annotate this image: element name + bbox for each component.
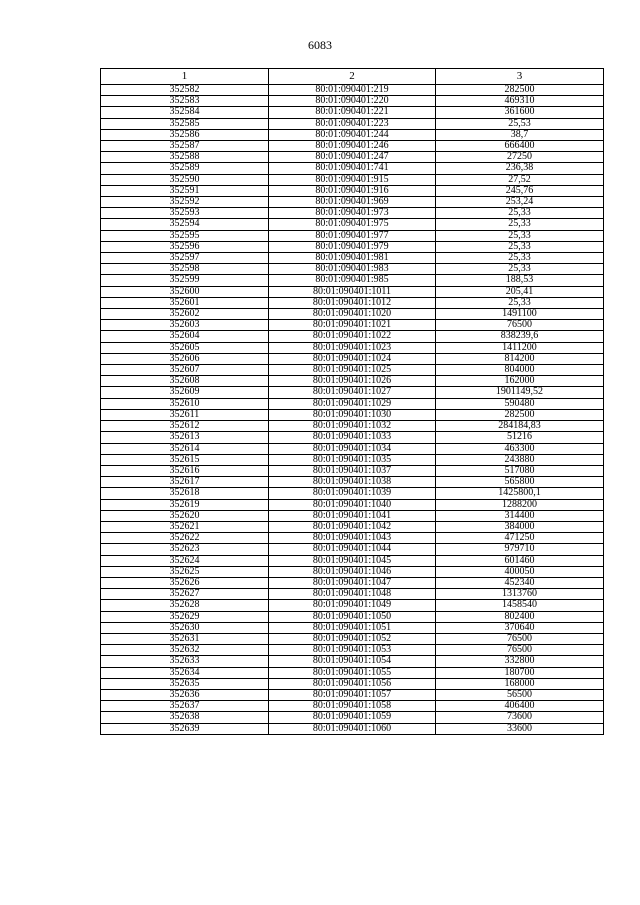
row-number-cell: 352603 — [101, 320, 269, 331]
row-number-cell: 352620 — [101, 510, 269, 521]
cadastral-number-cell: 80:01:090401:915 — [269, 174, 436, 185]
table-row — [101, 208, 604, 219]
value-cell: 188,53 — [436, 275, 604, 286]
table-row — [101, 712, 604, 723]
row-number-cell: 352589 — [101, 163, 269, 174]
value-cell: 245,76 — [436, 185, 604, 196]
cadastral-number-cell: 80:01:090401:1057 — [269, 689, 436, 700]
table-row — [101, 163, 604, 174]
row-number-cell: 352601 — [101, 297, 269, 308]
row-number-cell: 352591 — [101, 185, 269, 196]
cadastral-number-cell: 80:01:090401:1059 — [269, 712, 436, 723]
cadastral-number-cell: 80:01:090401:221 — [269, 107, 436, 118]
row-number-cell: 352613 — [101, 432, 269, 443]
table-row — [101, 353, 604, 364]
cadastral-number-cell: 80:01:090401:1050 — [269, 611, 436, 622]
table-row — [101, 107, 604, 118]
value-cell: 1901149,52 — [436, 387, 604, 398]
row-number-cell: 352622 — [101, 533, 269, 544]
row-number-cell: 352612 — [101, 421, 269, 432]
value-cell: 314400 — [436, 510, 604, 521]
value-cell: 332800 — [436, 656, 604, 667]
table-row — [101, 577, 604, 588]
table-row — [101, 253, 604, 264]
row-number-cell: 352618 — [101, 488, 269, 499]
row-number-cell: 352635 — [101, 678, 269, 689]
row-number-cell: 352597 — [101, 253, 269, 264]
table-row — [101, 521, 604, 532]
value-cell: 253,24 — [436, 197, 604, 208]
cadastral-number-cell: 80:01:090401:244 — [269, 129, 436, 140]
table-row — [101, 443, 604, 454]
value-cell: 25,33 — [436, 297, 604, 308]
table-row — [101, 219, 604, 230]
cadastral-number-cell: 80:01:090401:1048 — [269, 589, 436, 600]
cadastral-number-cell: 80:01:090401:1022 — [269, 331, 436, 342]
value-cell: 56500 — [436, 689, 604, 700]
value-cell: 205,41 — [436, 286, 604, 297]
value-cell: 802400 — [436, 611, 604, 622]
cadastral-number-cell: 80:01:090401:220 — [269, 96, 436, 107]
cadastral-number-cell: 80:01:090401:1020 — [269, 309, 436, 320]
row-number-cell: 352605 — [101, 342, 269, 353]
cadastral-number-cell: 80:01:090401:1023 — [269, 342, 436, 353]
row-number-cell: 352599 — [101, 275, 269, 286]
row-number-cell: 352596 — [101, 241, 269, 252]
cadastral-number-cell: 80:01:090401:1045 — [269, 555, 436, 566]
cadastral-number-cell: 80:01:090401:1027 — [269, 387, 436, 398]
table-row — [101, 454, 604, 465]
table-row — [101, 320, 604, 331]
table-row — [101, 656, 604, 667]
cadastral-number-cell: 80:01:090401:1055 — [269, 667, 436, 678]
table-row — [101, 398, 604, 409]
row-number-cell: 352588 — [101, 152, 269, 163]
row-number-cell: 352594 — [101, 219, 269, 230]
table-row — [101, 645, 604, 656]
cadastral-number-cell: 80:01:090401:1021 — [269, 320, 436, 331]
table-row — [101, 286, 604, 297]
column-header-2: 2 — [269, 69, 436, 85]
cadastral-number-cell: 80:01:090401:1037 — [269, 465, 436, 476]
table-row — [101, 409, 604, 420]
value-cell: 370640 — [436, 622, 604, 633]
value-cell: 406400 — [436, 701, 604, 712]
table-row — [101, 365, 604, 376]
table-row — [101, 510, 604, 521]
value-cell: 284184,83 — [436, 421, 604, 432]
cadastral-number-cell: 80:01:090401:973 — [269, 208, 436, 219]
cadastral-number-cell: 80:01:090401:1011 — [269, 286, 436, 297]
cadastral-number-cell: 80:01:090401:975 — [269, 219, 436, 230]
table-row — [101, 667, 604, 678]
row-number-cell: 352639 — [101, 723, 269, 734]
cadastral-number-cell: 80:01:090401:983 — [269, 264, 436, 275]
row-number-cell: 352615 — [101, 454, 269, 465]
cadastral-number-cell: 80:01:090401:1053 — [269, 645, 436, 656]
table-body — [101, 85, 604, 735]
cadastral-number-cell: 80:01:090401:1026 — [269, 376, 436, 387]
table-row — [101, 465, 604, 476]
cadastral-number-cell: 80:01:090401:1035 — [269, 454, 436, 465]
data-table-container — [100, 68, 603, 735]
value-cell: 73600 — [436, 712, 604, 723]
value-cell: 243880 — [436, 454, 604, 465]
row-number-cell: 352583 — [101, 96, 269, 107]
value-cell: 1288200 — [436, 499, 604, 510]
value-cell: 1425800,1 — [436, 488, 604, 499]
value-cell: 469310 — [436, 96, 604, 107]
row-number-cell: 352593 — [101, 208, 269, 219]
table-row — [101, 421, 604, 432]
table-row — [101, 611, 604, 622]
cadastral-number-cell: 80:01:090401:741 — [269, 163, 436, 174]
row-number-cell: 352608 — [101, 376, 269, 387]
value-cell: 1411200 — [436, 342, 604, 353]
cadastral-number-cell: 80:01:090401:1056 — [269, 678, 436, 689]
table-row — [101, 141, 604, 152]
value-cell: 463300 — [436, 443, 604, 454]
row-number-cell: 352624 — [101, 555, 269, 566]
row-number-cell: 352607 — [101, 365, 269, 376]
cadastral-number-cell: 80:01:090401:1046 — [269, 566, 436, 577]
cadastral-number-cell: 80:01:090401:1042 — [269, 521, 436, 532]
value-cell: 565800 — [436, 477, 604, 488]
table-row — [101, 555, 604, 566]
row-number-cell: 352623 — [101, 544, 269, 555]
table-row — [101, 309, 604, 320]
value-cell: 38,7 — [436, 129, 604, 140]
row-number-cell: 352629 — [101, 611, 269, 622]
row-number-cell: 352636 — [101, 689, 269, 700]
table-row — [101, 185, 604, 196]
row-number-cell: 352590 — [101, 174, 269, 185]
table-row — [101, 197, 604, 208]
row-number-cell: 352634 — [101, 667, 269, 678]
page-number: 6083 — [308, 38, 332, 52]
value-cell: 361600 — [436, 107, 604, 118]
cadastral-number-cell: 80:01:090401:1044 — [269, 544, 436, 555]
row-number-cell: 352628 — [101, 600, 269, 611]
table-row — [101, 678, 604, 689]
cadastral-number-cell: 80:01:090401:1054 — [269, 656, 436, 667]
row-number-cell: 352598 — [101, 264, 269, 275]
table-row — [101, 264, 604, 275]
value-cell: 25,33 — [436, 230, 604, 241]
row-number-cell: 352584 — [101, 107, 269, 118]
cadastral-number-cell: 80:01:090401:1049 — [269, 600, 436, 611]
row-number-cell: 352638 — [101, 712, 269, 723]
cadastral-number-cell: 80:01:090401:1040 — [269, 499, 436, 510]
value-cell: 282500 — [436, 409, 604, 420]
row-number-cell: 352585 — [101, 118, 269, 129]
value-cell: 25,33 — [436, 219, 604, 230]
cadastral-number-cell: 80:01:090401:223 — [269, 118, 436, 129]
table-row — [101, 533, 604, 544]
column-header-1: 1 — [101, 69, 269, 85]
row-number-cell: 352587 — [101, 141, 269, 152]
row-number-cell: 352617 — [101, 477, 269, 488]
value-cell: 76500 — [436, 633, 604, 644]
cadastral-number-cell: 80:01:090401:1041 — [269, 510, 436, 521]
row-number-cell: 352637 — [101, 701, 269, 712]
table-row — [101, 701, 604, 712]
cadastral-number-cell: 80:01:090401:1043 — [269, 533, 436, 544]
row-number-cell: 352621 — [101, 521, 269, 532]
cadastral-number-cell: 80:01:090401:1060 — [269, 723, 436, 734]
table-row — [101, 275, 604, 286]
cadastral-number-cell: 80:01:090401:1047 — [269, 577, 436, 588]
value-cell: 666400 — [436, 141, 604, 152]
value-cell: 76500 — [436, 645, 604, 656]
row-number-cell: 352595 — [101, 230, 269, 241]
table-row — [101, 477, 604, 488]
table-row — [101, 589, 604, 600]
row-number-cell: 352592 — [101, 197, 269, 208]
cadastral-number-cell: 80:01:090401:247 — [269, 152, 436, 163]
cadastral-number-cell: 80:01:090401:1058 — [269, 701, 436, 712]
cadastral-number-cell: 80:01:090401:916 — [269, 185, 436, 196]
table-row — [101, 622, 604, 633]
cadastral-number-cell: 80:01:090401:1052 — [269, 633, 436, 644]
table-row — [101, 96, 604, 107]
header-row — [101, 69, 604, 85]
row-number-cell: 352626 — [101, 577, 269, 588]
row-number-cell: 352627 — [101, 589, 269, 600]
table-row — [101, 432, 604, 443]
table-row — [101, 376, 604, 387]
row-number-cell: 352619 — [101, 499, 269, 510]
table-row — [101, 129, 604, 140]
value-cell: 471250 — [436, 533, 604, 544]
row-number-cell: 352606 — [101, 353, 269, 364]
table-row — [101, 331, 604, 342]
value-cell: 180700 — [436, 667, 604, 678]
table-row — [101, 689, 604, 700]
table-row — [101, 566, 604, 577]
value-cell: 282500 — [436, 85, 604, 96]
cadastral-number-cell: 80:01:090401:1033 — [269, 432, 436, 443]
value-cell: 590480 — [436, 398, 604, 409]
value-cell: 1313760 — [436, 589, 604, 600]
table-row — [101, 297, 604, 308]
row-number-cell: 352616 — [101, 465, 269, 476]
value-cell: 601460 — [436, 555, 604, 566]
value-cell: 27250 — [436, 152, 604, 163]
table-row — [101, 600, 604, 611]
value-cell: 1458540 — [436, 600, 604, 611]
cadastral-number-cell: 80:01:090401:977 — [269, 230, 436, 241]
row-number-cell: 352631 — [101, 633, 269, 644]
value-cell: 25,53 — [436, 118, 604, 129]
table-row — [101, 230, 604, 241]
value-cell: 517080 — [436, 465, 604, 476]
cadastral-number-cell: 80:01:090401:1034 — [269, 443, 436, 454]
value-cell: 25,33 — [436, 253, 604, 264]
row-number-cell: 352582 — [101, 85, 269, 96]
table-row — [101, 152, 604, 163]
value-cell: 400050 — [436, 566, 604, 577]
value-cell: 25,33 — [436, 208, 604, 219]
cadastral-number-cell: 80:01:090401:979 — [269, 241, 436, 252]
table-row — [101, 387, 604, 398]
row-number-cell: 352611 — [101, 409, 269, 420]
row-number-cell: 352630 — [101, 622, 269, 633]
data-table — [100, 68, 604, 735]
value-cell: 162000 — [436, 376, 604, 387]
table-row — [101, 174, 604, 185]
cadastral-number-cell: 80:01:090401:1032 — [269, 421, 436, 432]
cadastral-number-cell: 80:01:090401:1025 — [269, 365, 436, 376]
value-cell: 25,33 — [436, 241, 604, 252]
cadastral-number-cell: 80:01:090401:969 — [269, 197, 436, 208]
row-number-cell: 352604 — [101, 331, 269, 342]
table-row — [101, 499, 604, 510]
row-number-cell: 352633 — [101, 656, 269, 667]
table-row — [101, 85, 604, 96]
table-row — [101, 633, 604, 644]
value-cell: 25,33 — [436, 264, 604, 275]
row-number-cell: 352600 — [101, 286, 269, 297]
cadastral-number-cell: 80:01:090401:219 — [269, 85, 436, 96]
cadastral-number-cell: 80:01:090401:1030 — [269, 409, 436, 420]
value-cell: 33600 — [436, 723, 604, 734]
cadastral-number-cell: 80:01:090401:985 — [269, 275, 436, 286]
cadastral-number-cell: 80:01:090401:1029 — [269, 398, 436, 409]
row-number-cell: 352602 — [101, 309, 269, 320]
row-number-cell: 352610 — [101, 398, 269, 409]
cadastral-number-cell: 80:01:090401:981 — [269, 253, 436, 264]
table-row — [101, 544, 604, 555]
table-row — [101, 488, 604, 499]
value-cell: 51216 — [436, 432, 604, 443]
value-cell: 1491100 — [436, 309, 604, 320]
table-row — [101, 723, 604, 734]
value-cell: 384000 — [436, 521, 604, 532]
value-cell: 168000 — [436, 678, 604, 689]
value-cell: 452340 — [436, 577, 604, 588]
value-cell: 236,38 — [436, 163, 604, 174]
value-cell: 838239,6 — [436, 331, 604, 342]
value-cell: 804000 — [436, 365, 604, 376]
row-number-cell: 352614 — [101, 443, 269, 454]
table-row — [101, 342, 604, 353]
value-cell: 27,52 — [436, 174, 604, 185]
cadastral-number-cell: 80:01:090401:1038 — [269, 477, 436, 488]
table-row — [101, 241, 604, 252]
value-cell: 76500 — [436, 320, 604, 331]
cadastral-number-cell: 80:01:090401:246 — [269, 141, 436, 152]
table-row — [101, 118, 604, 129]
row-number-cell: 352586 — [101, 129, 269, 140]
cadastral-number-cell: 80:01:090401:1024 — [269, 353, 436, 364]
column-header-3: 3 — [436, 69, 604, 85]
cadastral-number-cell: 80:01:090401:1039 — [269, 488, 436, 499]
row-number-cell: 352609 — [101, 387, 269, 398]
cadastral-number-cell: 80:01:090401:1012 — [269, 297, 436, 308]
row-number-cell: 352625 — [101, 566, 269, 577]
value-cell: 814200 — [436, 353, 604, 364]
value-cell: 979710 — [436, 544, 604, 555]
cadastral-number-cell: 80:01:090401:1051 — [269, 622, 436, 633]
row-number-cell: 352632 — [101, 645, 269, 656]
table-header — [101, 69, 604, 85]
